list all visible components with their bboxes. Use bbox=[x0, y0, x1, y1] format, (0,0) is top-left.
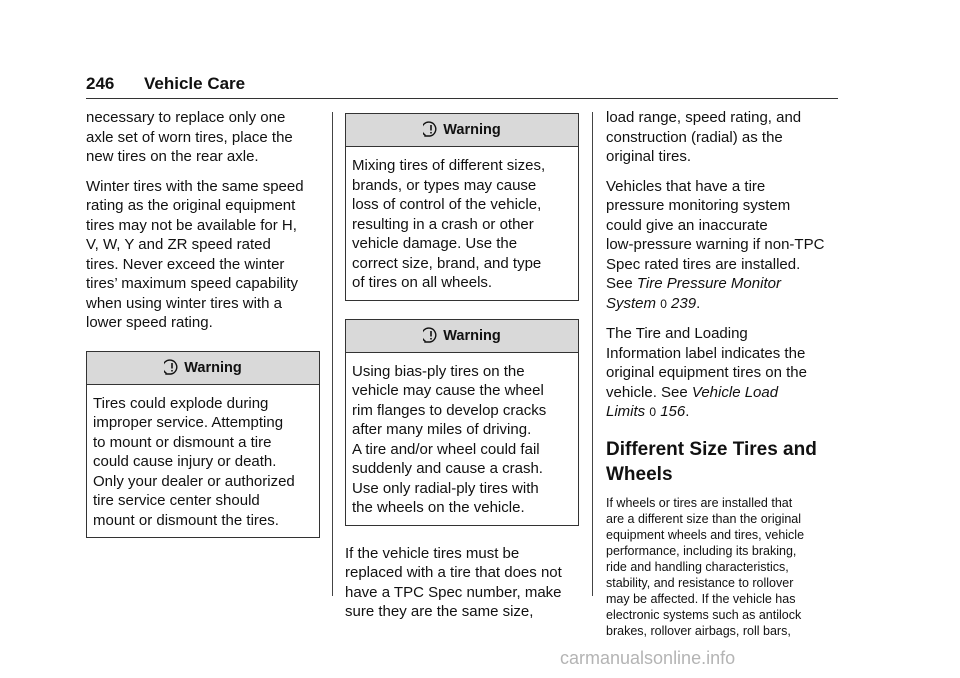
warning-body: Mixing tires of different sizes, brands, or types may cause loss of control of the vehicle, resulting in a crash or other vehicle damage. Use the correct size, brand, and type of tires on all wheels. bbox=[352, 157, 546, 291]
warning-title: Warning bbox=[443, 122, 501, 138]
cross-reference-link[interactable]: System bbox=[606, 294, 657, 312]
warning-icon bbox=[423, 327, 439, 343]
warning-header bbox=[87, 352, 319, 385]
page-reference[interactable]: 239 bbox=[671, 294, 697, 312]
warning-title: Warning bbox=[443, 327, 501, 344]
page-header bbox=[86, 72, 838, 99]
warning-box bbox=[345, 113, 579, 301]
warning-body: Tires could explode during improper service. Attempting to mount or dismount a tire could cause injury or death. Only your dealer or authorized tire service center should mount or dismount the tires. bbox=[93, 394, 295, 529]
column-divider-2 bbox=[592, 112, 593, 596]
page-number: 246 bbox=[86, 74, 115, 93]
column-divider-1 bbox=[332, 112, 333, 596]
page-ref-arrow-icon: 0 bbox=[649, 405, 657, 419]
paragraph: The Tire and Loading Information label indicates the original equipment tires on the vehicle. See Vehicle Load Limits 0 156. bbox=[606, 325, 807, 420]
warning-header bbox=[346, 114, 578, 147]
paragraph: necessary to replace only one axle set of worn tires, place the new tires on the rear axle. bbox=[86, 109, 293, 165]
cross-reference-link[interactable]: Limits bbox=[606, 403, 646, 420]
warning-header bbox=[346, 320, 578, 353]
small-print-paragraph: If wheels or tires are installed that are a different size than the original equipment wheels and tires, vehicle performance, including its braking, ride and handling characteristics, stability, and resistance to rollover may be affected. If the vehicle has electronic systems such as antilock brakes, rollover airbags, roll bars, bbox=[606, 495, 805, 638]
warning-box bbox=[345, 319, 579, 526]
warning-body: Using bias-ply tires on the vehicle may cause the wheel rim flanges to develop cracks after many miles of driving. A tire and/or wheel could fail suddenly and cause a crash. Use only radial-ply tires with the wheels on the vehicle. bbox=[352, 362, 547, 516]
section-heading: Different Size Tires and Wheels bbox=[606, 438, 817, 485]
column-3 bbox=[606, 108, 842, 639]
column-1 bbox=[86, 108, 320, 552]
column-2 bbox=[345, 113, 579, 632]
paragraph: load range, speed rating, and construction (radial) as the original tires. bbox=[606, 109, 802, 165]
section-title: Vehicle Care bbox=[144, 74, 246, 93]
paragraph: If the vehicle tires must be replaced with a tire that does not have a TPC Spec number, make sure they are the same size, bbox=[345, 544, 562, 620]
page-reference[interactable]: 156 bbox=[660, 403, 686, 420]
warning-icon bbox=[423, 121, 439, 137]
page-ref-arrow-icon: 0 bbox=[660, 296, 667, 311]
paragraph: Winter tires with the same speed rating as the original equipment tires may not be available for H, V, W, Y and ZR speed rated tires. Never exceed the winter tires’ maximum speed capability when using winter tires with a lower speed rating. bbox=[86, 177, 304, 331]
warning-box bbox=[86, 351, 320, 539]
cross-reference-link[interactable]: Vehicle Load bbox=[691, 383, 779, 401]
paragraph: Vehicles that have a tire pressure monitoring system could give an inaccurate low-pressure warning if non-TPC Spec rated tires are installed. See Tire Pressure Monitor System 0 239. bbox=[606, 177, 825, 312]
warning-title: Warning bbox=[184, 359, 242, 376]
warning-icon bbox=[164, 359, 180, 375]
cross-reference-link[interactable]: Tire Pressure Monitor bbox=[636, 275, 781, 292]
watermark-text: carmanualsonline.info bbox=[560, 648, 736, 668]
